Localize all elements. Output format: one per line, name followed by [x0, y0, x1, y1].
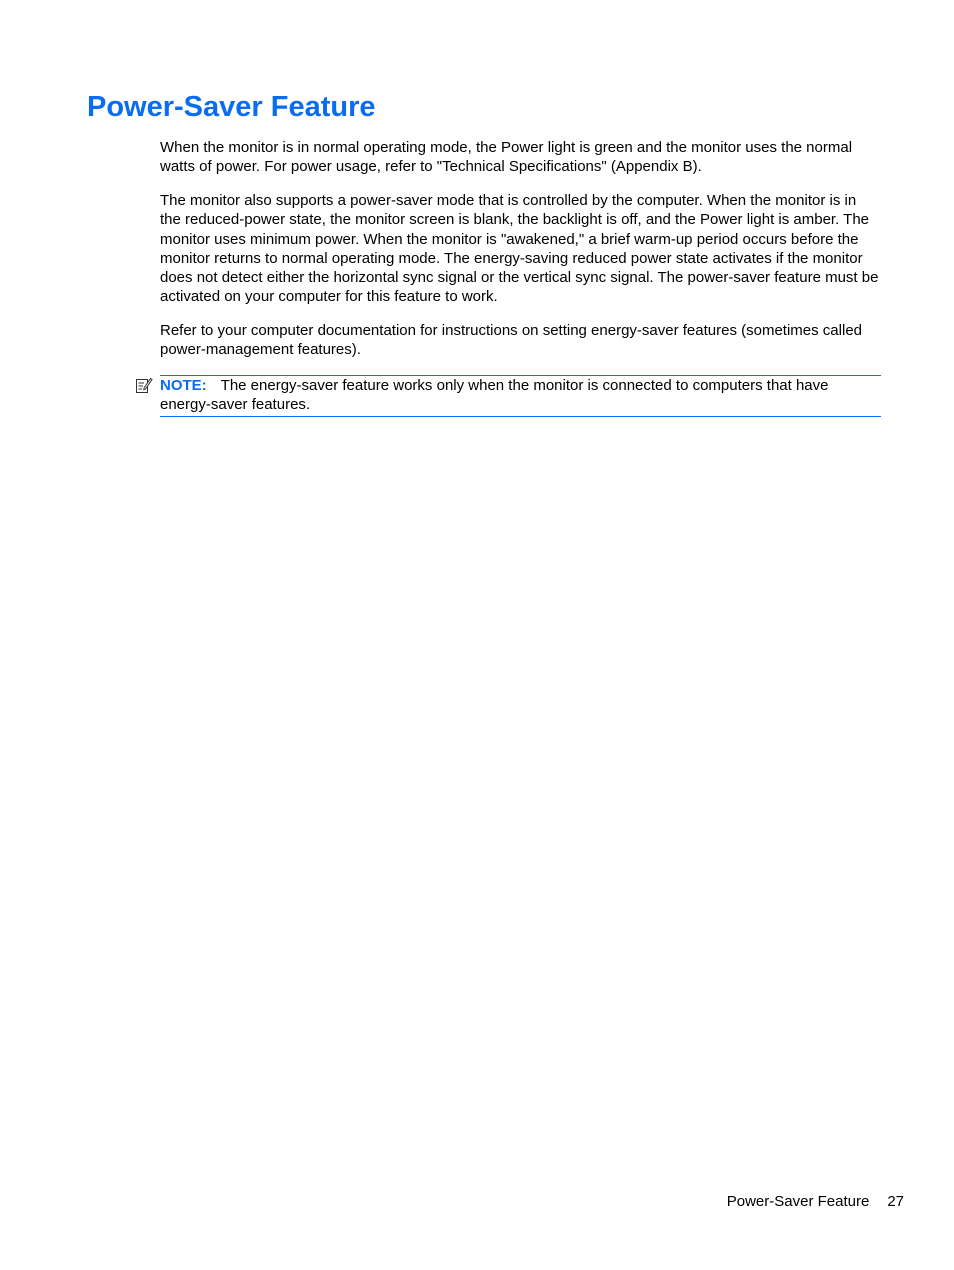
note-box: [160, 375, 881, 417]
footer-section-title: Power-Saver Feature: [726, 1193, 870, 1210]
paragraph-documentation: Refer to your computer documentation for instructions on setting energy-saver features (sometimes called power-management features).: [160, 322, 862, 359]
paragraph-power-saver-mode: The monitor also supports a power-saver mode that is controlled by the computer. When the monitor is in the reduced-power state, the monitor screen is blank, the backlight is off, and the Power light is amber. The monitor uses minimum power. When the monitor is "awakened," a brief warm-up period occurs before the monitor returns to normal operating mode. The energy-saving reduced power state activates if the monitor does not detect either the horizontal sync signal or the vertical sync signal. The power-saver feature must be activated on your computer for this feature to work.: [160, 192, 879, 306]
page-title: Power-Saver Feature: [87, 91, 376, 123]
footer-page-number: 27: [887, 1193, 904, 1210]
page-footer: [727, 1192, 904, 1211]
note-text: The energy-saver feature works only when the monitor is connected to computers that have energy-saver features.: [160, 377, 829, 414]
note-label: NOTE:: [160, 377, 207, 394]
paragraph-normal-mode: When the monitor is in normal operating mode, the Power light is green and the monitor uses the normal watts of power. For power usage, refer to "Technical Specifications" (Appendix B).: [160, 139, 853, 176]
note-pencil-icon: [135, 376, 153, 394]
